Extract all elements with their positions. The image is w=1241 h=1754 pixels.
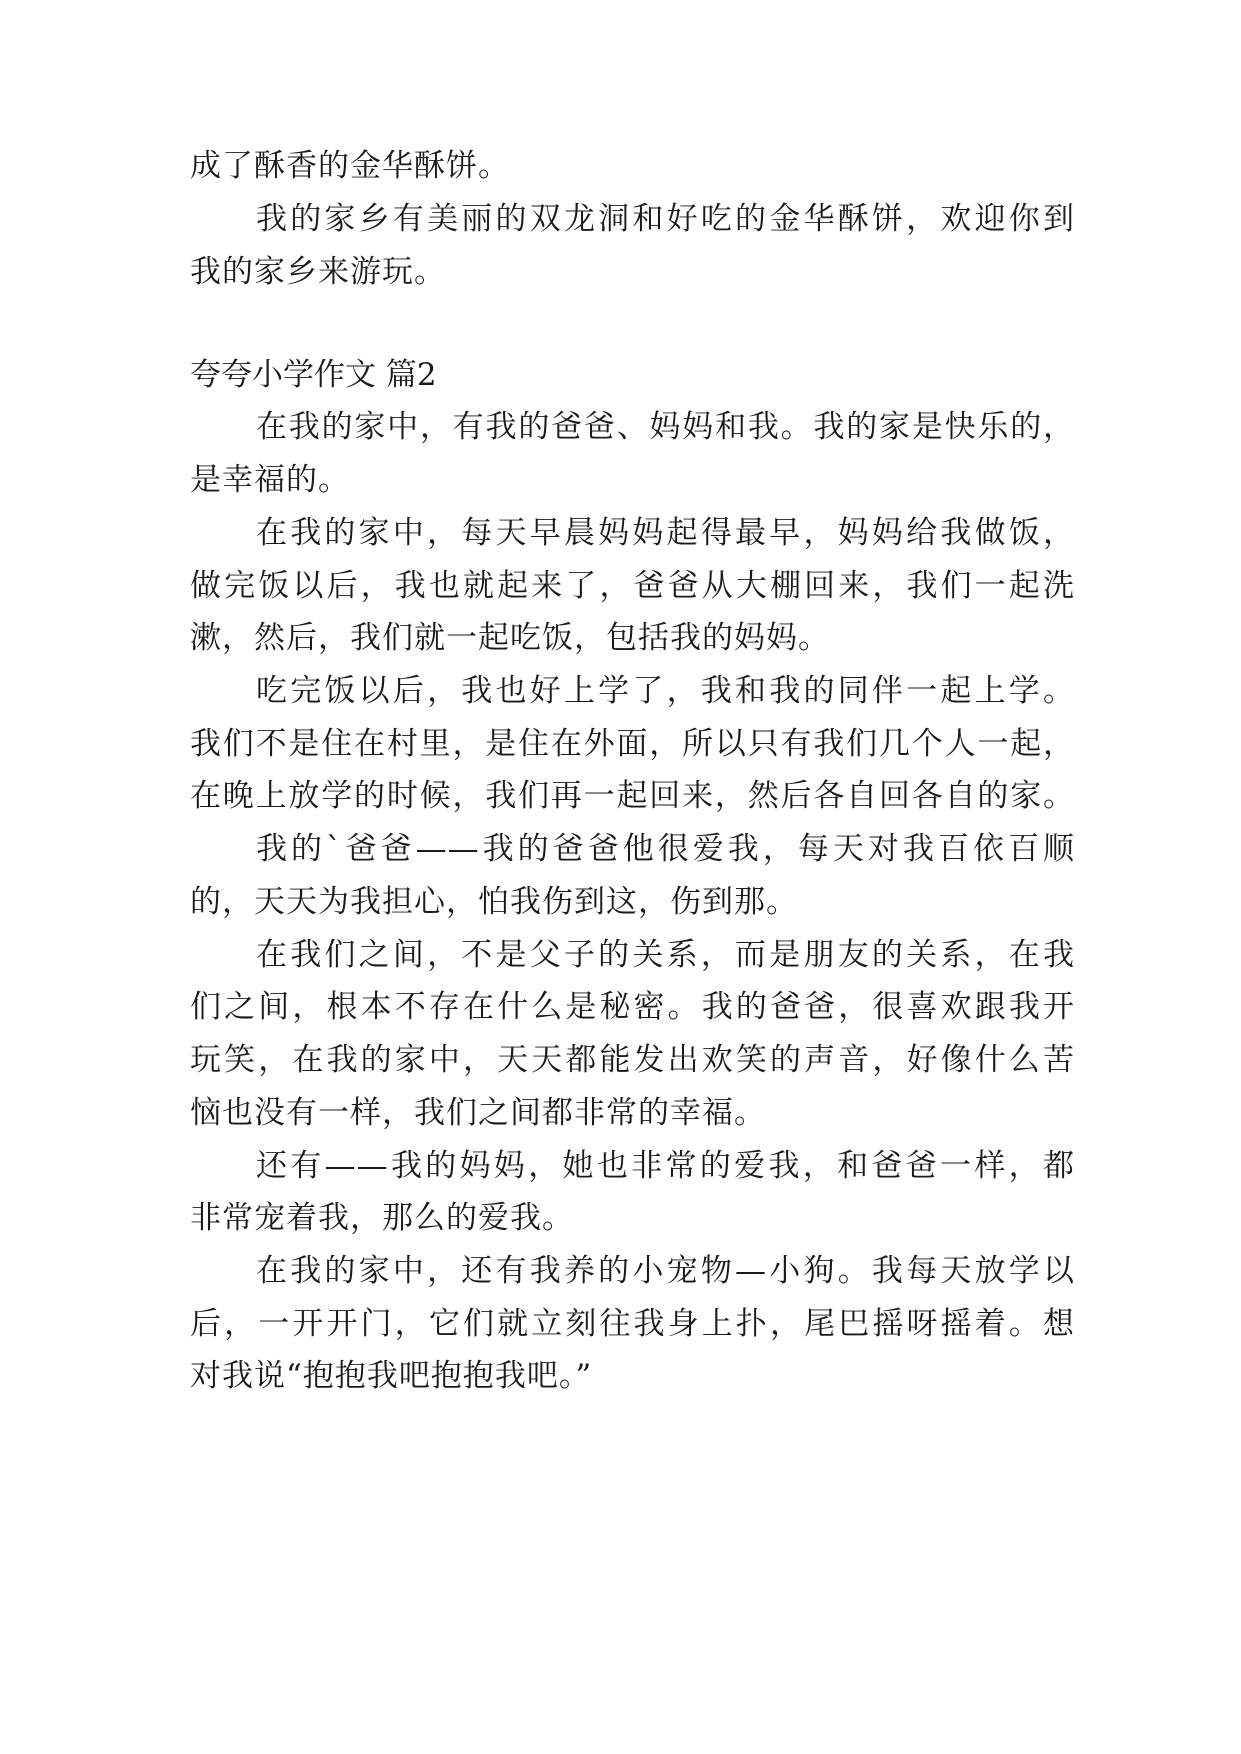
- text-line: 漱，然后，我们就一起吃饭，包括我的妈妈。: [190, 620, 830, 656]
- text-line: 在我的家中，还有我养的小宠物—小狗。我每天放学以: [256, 1253, 1075, 1289]
- text-line: 恼也没有一样，我们之间都非常的幸福。: [190, 1095, 766, 1131]
- section-heading: 夸夸小学作文 篇2: [190, 357, 437, 393]
- text-line: 我的家乡有美丽的双龙洞和好吃的金华酥饼，欢迎你到: [256, 201, 1075, 237]
- text-line: 后，一开开门，它们就立刻往我身上扑，尾巴摇呀摇着。想: [190, 1306, 1075, 1342]
- text-line: 吃完饭以后，我也好上学了，我和我的同伴一起上学。: [256, 673, 1075, 709]
- text-line: 是幸福的。: [190, 462, 350, 498]
- text-line: 我的`爸爸——我的爸爸他很爱我，每天对我百依百顺: [256, 831, 1075, 867]
- text-line: 我们不是住在村里，是住在外面，所以只有我们几个人一起，: [190, 726, 1075, 762]
- text-line: 们之间，根本不存在什么是秘密。我的爸爸，很喜欢跟我开: [190, 989, 1075, 1025]
- text-line: 做完饭以后，我也就起来了，爸爸从大棚回来，我们一起洗: [190, 568, 1075, 604]
- text-line: 还有——我的妈妈，她也非常的爱我，和爸爸一样，都: [256, 1148, 1075, 1184]
- text-line: 在我们之间，不是父子的关系，而是朋友的关系，在我: [256, 937, 1075, 973]
- text-line: 的，天天为我担心，怕我伤到这，伤到那。: [190, 884, 798, 920]
- text-line: 在晚上放学的时候，我们再一起回来，然后各自回各自的家。: [190, 778, 1075, 814]
- text-line: 成了酥香的金华酥饼。: [190, 148, 510, 184]
- text-line: 在我的家中，每天早晨妈妈起得最早，妈妈给我做饭，: [256, 515, 1075, 551]
- text-line: 在我的家中，有我的爸爸、妈妈和我。我的家是快乐的，: [256, 409, 1075, 445]
- text-line: 我的家乡来游玩。: [190, 254, 446, 290]
- text-line: 玩笑，在我的家中，天天都能发出欢笑的声音，好像什么苦: [190, 1042, 1075, 1078]
- text-line: 非常宠着我，那么的爱我。: [190, 1200, 574, 1236]
- document-page: [190, 0, 1075, 1754]
- text-line: 对我说“抱抱我吧抱抱我吧。”: [190, 1358, 593, 1394]
